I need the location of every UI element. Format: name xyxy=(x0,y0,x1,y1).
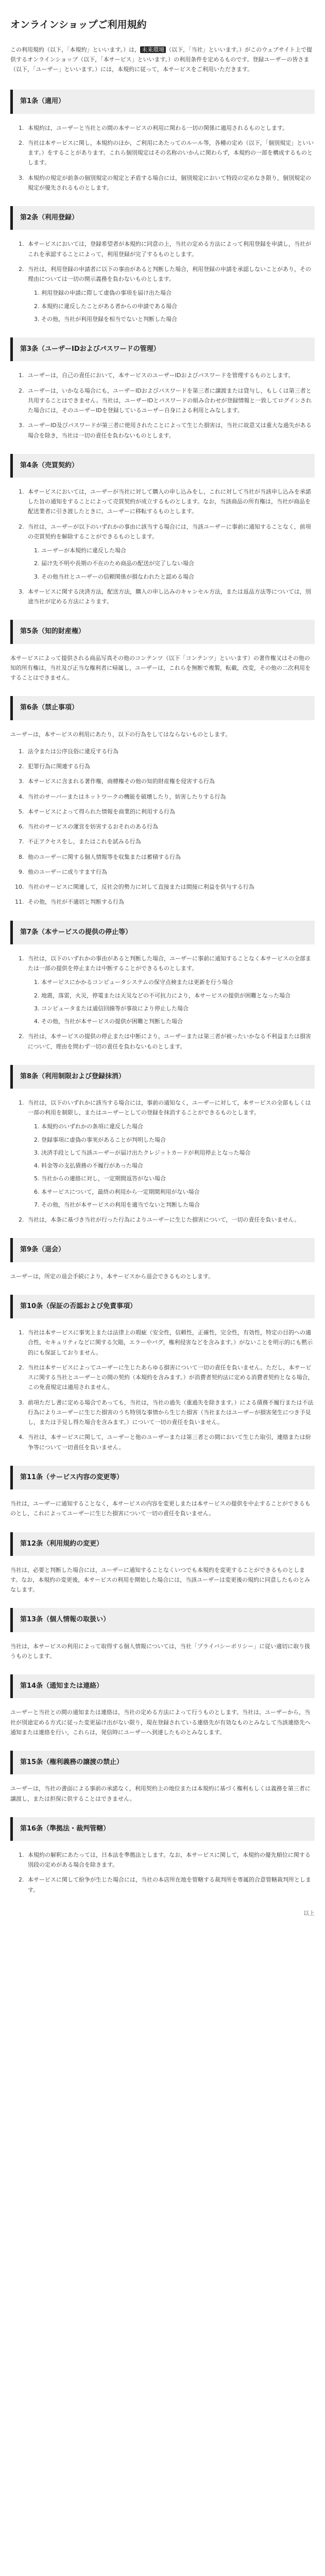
article-subitem: 1. 本サービスにかかるコンピュータシステムの保守点検または更新を行う場合 xyxy=(41,977,315,987)
article-item-text: ユーザーID及びパスワードが第三者に使用されたことによって生じた損害は，当社に故意又は重大な過失がある場合を除き，当社は一切の責任を負わないものとします。 xyxy=(28,422,312,439)
article-item-text: 当社は，以下のいずれかに該当する場合には，事前の通知なく，ユーザーに対して，本サービスの全部もしくは一部の利用を制限し，またはユーザーとしての登録を抹消することができるものとします。 xyxy=(28,1099,311,1116)
article-heading: 第12条（利用規約の変更） xyxy=(10,1532,315,1556)
article-item-text: 当社は，利用登録の申請者に以下の事由があると判断した場合，利用登録の申請を承認しないことがあり，その理由については一切の開示義務を負わないものとします。 xyxy=(28,265,311,283)
article-heading: 第6条（禁止事項） xyxy=(10,696,315,720)
article-item xyxy=(26,882,315,892)
article-subitem: 1. ユーザーが本規約に違反した場合 xyxy=(41,546,315,555)
article-item xyxy=(26,1432,315,1452)
article-item xyxy=(26,1098,315,1210)
article-heading: 第5条（知的財産権） xyxy=(10,620,315,643)
article-item-list xyxy=(10,1850,315,1895)
article-section xyxy=(10,454,315,607)
article-item-text: 本規約の規定が前条の個別規定の規定と矛盾する場合には，個別規定において特段の定めなき限り，個別規定の規定が優先されるものとします。 xyxy=(28,174,311,191)
article-section xyxy=(10,1466,315,1519)
article-item xyxy=(26,386,315,416)
article-item-text: 当社は本サービスに事実上または法律上の瑕疵（安全性，信頼性，正確性，完全性，有効性，特定の目的への適合性，セキュリティなどに関する欠陥，エラーやバグ，権利侵害などを含みます。）がないことを明示的にも黙示的にも保証しておりません。 xyxy=(28,1329,313,1356)
article-item xyxy=(26,239,315,259)
intro-text-before: この利用規約（以下，「本規約」といいます。）は， xyxy=(10,46,141,53)
article-subitem-list xyxy=(28,546,315,582)
article-item xyxy=(26,370,315,380)
article-item-text: 本サービスに関する決済方法，配送方法，購入の申し込みのキャンセル方法，または返品方法等については，別途当社が定める方法によります。 xyxy=(28,588,311,605)
article-item-text: 当社は本サービスに関し，本規約のほか，ご利用にあたってのルール等，各種の定め（以下，「個別規定」といいます。）をすることがあります。これら個別規定はその名称のいかんに関わらず，本規約の一部を構成するものとします。 xyxy=(28,139,314,166)
article-item xyxy=(26,1363,315,1393)
end-label: 以上 xyxy=(303,1909,315,1917)
article-item xyxy=(26,837,315,846)
article-heading: 第9条（退会） xyxy=(10,1238,315,1262)
article-item xyxy=(26,747,315,756)
article-item xyxy=(26,264,315,324)
article-heading: 第4条（売買契約） xyxy=(10,454,315,478)
article-subitem: 5. 当社からの連絡に対し，一定期間返答がない場合 xyxy=(41,1174,315,1183)
article-item xyxy=(26,123,315,133)
article-heading: 第16条（準拠法・裁判管轄） xyxy=(10,1817,315,1841)
article-subitem: 4. 料金等の支払債務の不履行があった場合 xyxy=(41,1161,315,1171)
article-item xyxy=(26,522,315,582)
article-item-text: 法令または公序良俗に違反する行為 xyxy=(28,748,118,755)
article-item xyxy=(26,587,315,607)
article-item-text: 本サービスに含まれる著作権，商標権その他の知的財産権を侵害する行為 xyxy=(28,778,215,785)
article-subitem-list xyxy=(28,1122,315,1210)
article-section xyxy=(10,1532,315,1595)
article-item-text: 本規約は，ユーザーと当社との間の本サービスの利用に関わる一切の関係に適用されるものとします。 xyxy=(28,124,288,131)
article-heading: 第1条（適用） xyxy=(10,90,315,113)
article-heading: 第15条（権利義務の譲渡の禁止） xyxy=(10,1751,315,1774)
article-item xyxy=(26,776,315,786)
article-section xyxy=(10,620,315,683)
page-title: オンラインショップご利用規約 xyxy=(10,19,147,30)
article-item-text: 本サービスにおいては，登録希望者が本規約に同意の上，当社の定める方法によって利用登録を申請し，当社がこれを承認することによって，利用登録が完了するものとします。 xyxy=(28,241,311,258)
article-item-text: 本規約の解釈にあたっては，日本法を準拠法とします。なお，本サービスに関して，本規約の優先順位に関する別段の定めがある場合を除きます。 xyxy=(28,1851,311,1869)
article-item xyxy=(26,138,315,168)
article-section xyxy=(10,1608,315,1661)
article-item-text: 当社のサービスに関連して，反社会的勢力に対して直接または間接に利益を供与する行為 xyxy=(28,884,254,891)
article-item xyxy=(26,1328,315,1358)
article-subitem: 2. 届け先不明や長期の不在のため商品の配送が完了しない場合 xyxy=(41,558,315,568)
article-item-list xyxy=(10,747,315,907)
article-section xyxy=(10,206,315,324)
article-subitem: 3. 決済手段として当該ユーザーが届け出たクレジットカードが利用停止となった場合 xyxy=(41,1148,315,1158)
article-item-text: 本サービスに関して紛争が生じた場合には，当社の本店所在地を管轄する裁判所を専属的合意管轄裁判所とします。 xyxy=(28,1876,311,1893)
article-heading: 第7条（本サービスの提供の停止等） xyxy=(10,921,315,944)
article-item-text: 他のユーザーに成りすます行為 xyxy=(28,868,107,875)
article-section xyxy=(10,1295,315,1452)
article-item-text: 当社は本サービスによってユーザーに生じたあらゆる損害について一切の責任を負いません。ただし，本サービスに関する当社とユーザーとの間の契約（本規約を含みます。）が消費者契約法に定める消費者契約となる場合，この免責規定は適用されません。 xyxy=(28,1364,314,1391)
article-item-list xyxy=(10,123,315,193)
article-item-list xyxy=(10,239,315,324)
article-item-text: 前項ただし書に定める場合であっても，当社は，当社の過失（重過失を除きます。）による債務不履行または不法行為によりユーザーに生じた損害のうち特別な事情から生じた損害（当社またはユーザーが損害発生につき予見し，または予見し得た場合を含みます。）について一切の責任を負いません。 xyxy=(28,1399,314,1426)
article-paragraph: 当社は，本サービスの利用によって取得する個人情報については，当社「プライバシーポリシー」に従い適切に取り扱うものとします。 xyxy=(10,1642,311,1659)
intro-text-after: （以下，「当社」といいます。）がこのウェブサイト上で提供するオンラインショップ（以下，「本サービス」といいます。）の利用条件を定めるものです。登録ユーザーの皆さま（以下，「ユーザー」といいます。）には，本規約に従って，本サービスをご利用いただきます。 xyxy=(10,46,313,73)
article-section xyxy=(10,337,315,440)
article-item xyxy=(26,1215,315,1225)
article-heading: 第10条（保証の否認および免責事項） xyxy=(10,1295,315,1318)
article-item xyxy=(26,1031,315,1052)
article-subitem: 1. 本規約のいずれかの条項に違反した場合 xyxy=(41,1122,315,1131)
article-subitem: 2. 登録事項に虚偽の事実があることが判明した場合 xyxy=(41,1135,315,1145)
article-item-text: 当社は，本サービスに関して，ユーザーと他のユーザーまたは第三者との間において生じた取引，連絡または紛争等について一切責任を負いません。 xyxy=(28,1434,311,1451)
terms-page xyxy=(0,19,325,1918)
article-section xyxy=(10,1751,315,1804)
article-item-text: 当社は，本サービスの提供の停止または中断により，ユーザーまたは第三者が被ったいかなる不利益または損害について，理由を問わず一切の責任を負わないものとします。 xyxy=(28,1033,311,1050)
article-subitem: 3. コンピュータまたは通信回線等が事故により停止した場合 xyxy=(41,1004,315,1013)
article-item xyxy=(26,867,315,877)
article-paragraph: 当社は，必要と判断した場合には，ユーザーに通知することなくいつでも本規約を変更することができるものとします。なお，本規約の変更後，本サービスの利用を開始した場合には，当該ユーザーは変更後の規約に同意したものとみなします。 xyxy=(10,1566,311,1594)
article-item-text: ユーザーは，いかなる場合にも，ユーザーIDおよびパスワードを第三者に譲渡または貸与し，もしくは第三者と共用することはできません。当社は，ユーザーIDとパスワードの組み合わせが登録情報と一致してログインされた場合には，そのユーザーIDを登録しているユーザー自身による利用とみなします。 xyxy=(28,387,312,414)
article-item xyxy=(26,897,315,907)
article-item-list xyxy=(10,370,315,440)
article-item-text: 当社は，本条に基づき当社が行った行為によりユーザーに生じた損害について，一切の責任を負いません。 xyxy=(28,1216,300,1224)
article-section xyxy=(10,1817,315,1895)
article-section xyxy=(10,921,315,1052)
article-item-list xyxy=(10,1098,315,1225)
article-paragraph: 本サービスによって提供される商品写真その他のコンテンツ（以下「コンテンツ」といいます）の著作権又はその他の知的所有権は，当社及び正当な権利者に帰属し，ユーザーは，これらを無断で複製，転載，改変，その他の二次利用をすることはできません。 xyxy=(10,654,311,682)
article-item-text: ユーザーは，自己の責任において，本サービスのユーザーIDおよびパスワードを管理するものとします。 xyxy=(28,372,294,379)
article-subitem: 3. その他当社とユーザーの信頼関係が損なわれたと認める場合 xyxy=(41,572,315,582)
article-subitem: 2. 地震，落雷，火災，停電または天災などの不可抗力により，本サービスの提供が困難となった場合 xyxy=(41,991,315,1001)
sections-container xyxy=(10,90,315,1895)
article-item-text: 当社は，以下のいずれかの事由があると判断した場合，ユーザーに事前に通知することなく本サービスの全部または一部の提供を停止または中断することができるものとします。 xyxy=(28,955,311,972)
article-item-text: 他のユーザーに関する個人情報等を収集または蓄積する行為 xyxy=(28,853,181,860)
article-heading: 第14条（通知または連絡） xyxy=(10,1674,315,1698)
article-item-list xyxy=(10,1328,315,1452)
company-name-highlight: 未来環境 xyxy=(140,46,166,53)
article-item xyxy=(26,954,315,1027)
article-paragraph: ユーザーは，本サービスの利用にあたり，以下の行為をしてはならないものとします。 xyxy=(10,731,231,738)
article-item xyxy=(26,761,315,771)
article-section xyxy=(10,1065,315,1225)
article-item-text: 当社のサーバーまたはネットワークの機能を破壊したり，妨害したりする行為 xyxy=(28,793,226,800)
article-item-text: 本サービスによって得られた情報を商業的に利用する行為 xyxy=(28,808,175,815)
article-item-list xyxy=(10,487,315,607)
article-heading: 第8条（利用制限および登録抹消） xyxy=(10,1065,315,1089)
article-subitem: 1. 利用登録の申請に際して虚偽の事項を届け出た場合 xyxy=(41,288,315,298)
article-item xyxy=(26,852,315,862)
article-item xyxy=(26,822,315,832)
article-heading: 第13条（個人情報の取扱い） xyxy=(10,1608,315,1632)
article-section xyxy=(10,1674,315,1737)
article-subitem: 7. その他，当社が本サービスの利用を適当でないと判断した場合 xyxy=(41,1200,315,1210)
article-paragraph: ユーザーは，所定の退会手続により，本サービスから退会できるものとします。 xyxy=(10,1273,214,1280)
article-item-text: 不正アクセスをし，またはこれを試みる行為 xyxy=(28,838,141,845)
article-item-text: 当社のサービスの運営を妨害するおそれのある行為 xyxy=(28,823,158,831)
article-subitem-list xyxy=(28,977,315,1026)
article-heading: 第11条（サービス内容の変更等） xyxy=(10,1466,315,1489)
article-item xyxy=(26,1875,315,1895)
article-item xyxy=(26,1850,315,1870)
article-subitem: 6. 本サービスについて，最終の利用から一定期間利用がない場合 xyxy=(41,1187,315,1197)
article-subitem: 4. その他，当社が本サービスの提供が困難と判断した場合 xyxy=(41,1016,315,1026)
article-paragraph: ユーザーと当社との間の通知または連絡は，当社の定める方法によって行うものとします。当社は，ユーザーから，当社が別途定める方式に従った変更届け出がない限り，現在登録されている連絡先が有効なものとみなして当該連絡先へ通知または連絡を行い，これらは，発信時にユーザーへ到達したものとみなします。 xyxy=(10,1709,311,1736)
article-item xyxy=(26,173,315,193)
article-paragraph: 当社は，ユーザーに通知することなく，本サービスの内容を変更しまたは本サービスの提供を中止することができるものとし，これによってユーザーに生じた損害について一切の責任を負いません。 xyxy=(10,1500,311,1517)
article-item-list xyxy=(10,954,315,1052)
article-item-text: 犯罪行為に関連する行為 xyxy=(28,763,90,770)
article-section xyxy=(10,696,315,907)
article-section xyxy=(10,1238,315,1281)
article-paragraph: ユーザーは，当社の書面による事前の承諾なく，利用契約上の地位または本規約に基づく権利もしくは義務を第三者に譲渡し，または担保に供することはできません。 xyxy=(10,1785,311,1802)
article-item xyxy=(26,1398,315,1428)
article-section xyxy=(10,90,315,193)
article-item xyxy=(26,807,315,817)
article-item-text: その他，当社が不適切と判断する行為 xyxy=(28,899,124,906)
article-item-text: 本サービスにおいては，ユーザーが当社に対して購入の申し込みをし，これに対して当社が当該申し込みを承諾した旨の通知をすることによって売買契約が成立するものとします。なお，当該商品の所有権は，当社が商品を配送業者に引き渡したときに，ユーザーに移転するものとします。 xyxy=(28,488,311,515)
article-subitem: 3. その他，当社が利用登録を相当でないと判断した場合 xyxy=(41,314,315,324)
intro-paragraph xyxy=(10,45,315,75)
article-heading: 第3条（ユーザーIDおよびパスワードの管理） xyxy=(10,337,315,361)
article-item-text: 当社は，ユーザーが以下のいずれかの事由に該当する場合には，当該ユーザーに事前に通知することなく，前項の売買契約を解除することができるものとします。 xyxy=(28,523,311,540)
article-item xyxy=(26,792,315,802)
article-heading: 第2条（利用登録） xyxy=(10,206,315,230)
article-item xyxy=(26,420,315,440)
article-item xyxy=(26,487,315,517)
article-subitem-list xyxy=(28,288,315,324)
article-subitem: 2. 本規約に違反したことがある者からの申請である場合 xyxy=(41,301,315,311)
